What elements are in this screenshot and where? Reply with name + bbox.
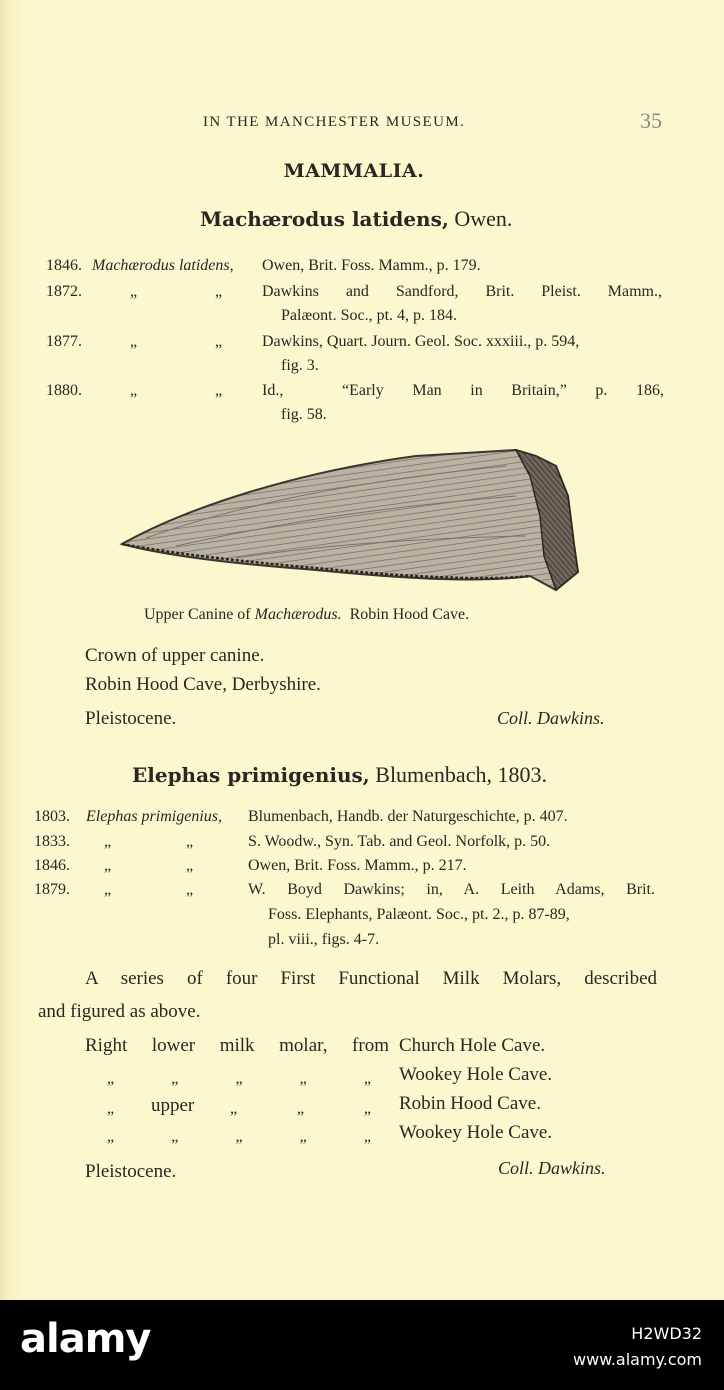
reference-continuation: Foss. Elephants, Palæont. Soc., pt. 2., p. 87-89, — [268, 906, 570, 923]
specimen-locality: Robin Hood Cave, Derbyshire. — [85, 674, 321, 695]
reference-year: 1846. — [34, 857, 70, 874]
figure-caption: Upper Canine of Machærodus. Robin Hood Cave. — [144, 606, 470, 623]
reference-continuation: Palæont. Soc., pt. 4, p. 184. — [281, 307, 458, 324]
running-title: IN THE MANCHESTER MUSEUM. — [203, 114, 466, 130]
species-author: Owen. — [454, 206, 513, 231]
watermark-footer — [0, 1300, 724, 1390]
species-name: Elephas primigenius, — [132, 763, 370, 787]
ditto-mark: „ — [215, 333, 223, 350]
ditto-mark: „ — [107, 1100, 115, 1117]
collection-credit: Coll. Dawkins. — [498, 1158, 606, 1178]
ditto-mark: „ — [186, 857, 194, 874]
specimen-location: Robin Hood Cave. — [399, 1093, 541, 1114]
reference-text: Dawkins and Sandford, Brit. Pleist. Mamm., — [262, 283, 662, 300]
specimen-location: Wookey Hole Cave. — [399, 1064, 553, 1085]
reference-text: “Early Man in Britain,” p. 186, — [342, 382, 664, 399]
reference-text: Owen, Brit. Foss. Mamm., p. 179. — [262, 257, 481, 274]
specimen-location: Church Hole Cave. — [399, 1035, 546, 1056]
specimen-location: Wookey Hole Cave. — [399, 1122, 553, 1143]
reference-text: W. Boyd Dawkins; in, A. Leith Adams, Brit. — [248, 881, 655, 898]
ditto-mark: „ — [186, 881, 194, 898]
ditto-marks: „ „ „ „ „ — [107, 1070, 371, 1087]
canine-tooth-figure — [116, 446, 582, 598]
page-number: 35 — [640, 108, 662, 133]
species-heading — [200, 206, 512, 232]
reference-continuation: pl. viii., figs. 4-7. — [268, 931, 380, 948]
series-description: A series of four First Functional Milk Molars, described — [85, 968, 657, 989]
series-description-continuation: and figured as above. — [38, 1001, 201, 1022]
geological-period: Pleistocene. — [85, 1161, 177, 1182]
reference-year: 1833. — [34, 833, 70, 850]
ditto-mark: „ — [215, 382, 223, 399]
image-id: H2WD32 — [631, 1324, 702, 1343]
specimen-label: Right lower milk molar, from — [85, 1035, 389, 1056]
ditto-mark: „ — [104, 881, 112, 898]
alamy-logo: alamy — [20, 1316, 151, 1362]
reference-year: 1872. — [46, 283, 82, 300]
species-name: Machærodus latidens, — [200, 207, 449, 231]
reference-year: 1879. — [34, 881, 70, 898]
reference-text: S. Woodw., Syn. Tab. and Geol. Norfolk, p. 50. — [248, 833, 551, 850]
ditto-mark: „ — [104, 857, 112, 874]
ditto-marks: „ „ „ „ „ — [107, 1128, 371, 1145]
reference-text: Owen, Brit. Foss. Mamm., p. 217. — [248, 857, 467, 874]
reference-genus: Machærodus latidens, — [92, 257, 234, 274]
ditto-mark: „ — [130, 333, 138, 350]
section-title: MAMMALIA. — [283, 160, 425, 182]
reference-year: 1846. — [46, 257, 82, 274]
collection-credit: Coll. Dawkins. — [497, 708, 605, 728]
reference-text: Dawkins, Quart. Journ. Geol. Soc. xxxiii., p. 594, — [262, 333, 580, 350]
reference-text: Id., — [262, 382, 284, 399]
species-author: Blumenbach, 1803. — [375, 762, 547, 787]
ditto-mark: „ — [186, 833, 194, 850]
specimen-description: Crown of upper canine. — [85, 645, 265, 666]
ditto-mark: „ — [130, 382, 138, 399]
geological-period: Pleistocene. — [85, 708, 177, 729]
specimen-jaw: upper — [151, 1095, 195, 1116]
species-heading — [132, 762, 547, 788]
reference-year: 1803. — [34, 808, 70, 825]
ditto-marks: „ „ „ — [230, 1100, 371, 1117]
ditto-mark: „ — [130, 283, 138, 300]
ditto-mark: „ — [215, 283, 223, 300]
reference-genus: Elephas primigenius, — [86, 808, 222, 825]
reference-year: 1880. — [46, 382, 82, 399]
ditto-mark: „ — [104, 833, 112, 850]
site-url: www.alamy.com — [573, 1350, 702, 1369]
reference-text: Blumenbach, Handb. der Naturgeschichte, p. 407. — [248, 808, 568, 825]
reference-continuation: fig. 3. — [281, 357, 319, 374]
reference-year: 1877. — [46, 333, 82, 350]
reference-continuation: fig. 58. — [281, 406, 327, 423]
